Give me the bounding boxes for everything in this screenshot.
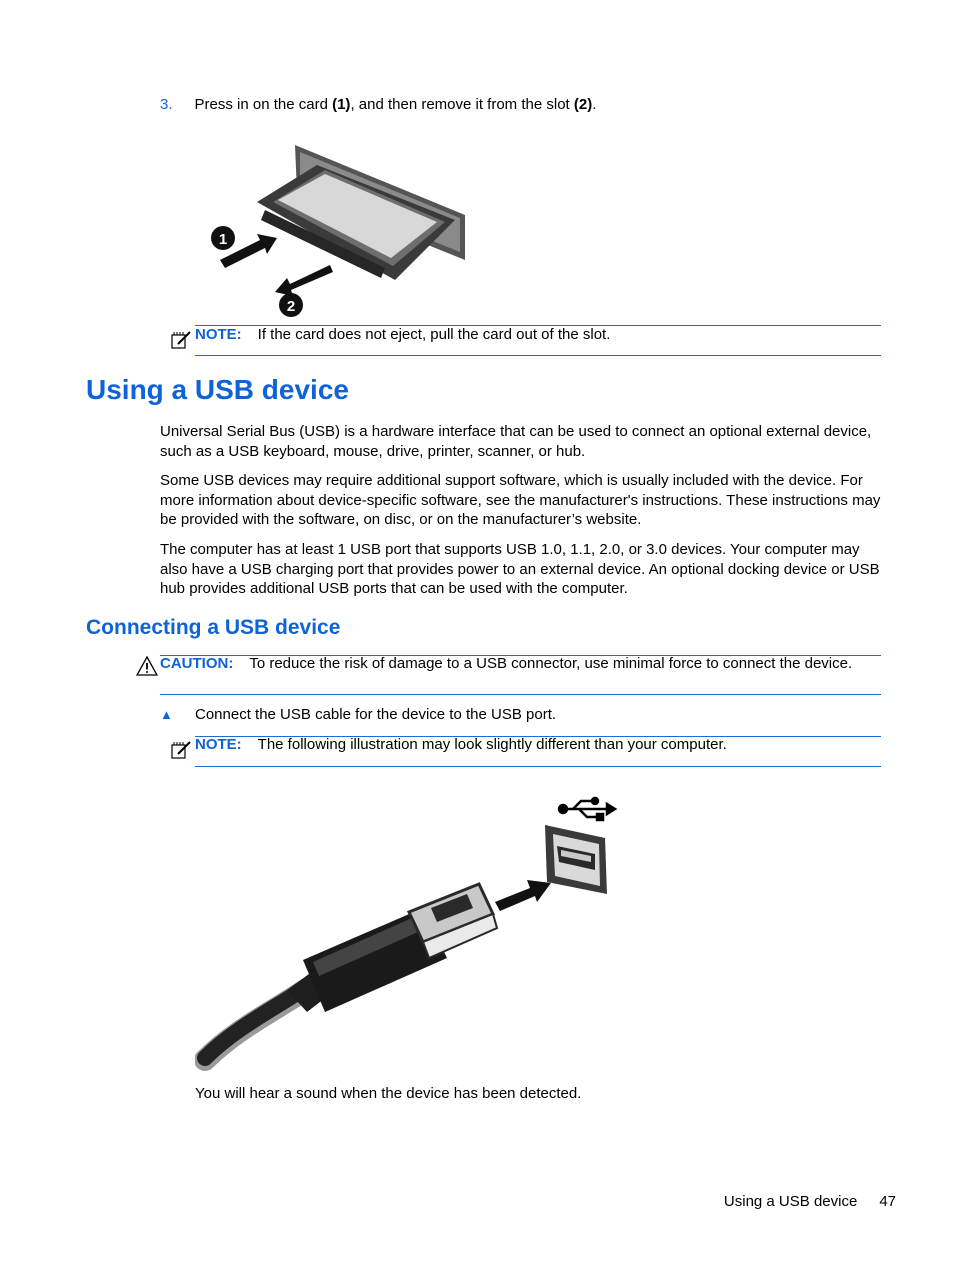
- footer-section-name: Using a USB device: [723, 1193, 858, 1210]
- note-pencil-icon: [170, 740, 192, 765]
- step-callout-2: (2): [573, 96, 593, 113]
- caution-text: To reduce the risk of damage to a USB connector, use minimal force to connect the device.: [249, 655, 853, 672]
- page-footer: [600, 1192, 896, 1211]
- caution-bottom-rule: [160, 694, 881, 695]
- note-1: [195, 325, 881, 345]
- note-2-label: NOTE:: [195, 736, 242, 753]
- usb-connect-illustration: [195, 790, 625, 1075]
- usb-symbol-icon: [559, 798, 615, 820]
- page-number: 47: [879, 1193, 896, 1210]
- note-pencil-icon: [170, 330, 192, 355]
- step-number: 3.: [160, 96, 173, 113]
- step-callout-1: (1): [332, 96, 351, 113]
- step-text-a: Press in on the card: [194, 96, 333, 113]
- note-1-bottom-rule: [195, 355, 881, 356]
- section-title: Using a USB device: [86, 374, 349, 405]
- caution-label: CAUTION:: [160, 655, 234, 672]
- detected-sound-text: You will hear a sound when the device has been detected.: [195, 1085, 582, 1102]
- subsection-title: Connecting a USB device: [86, 616, 341, 639]
- connect-step: [160, 705, 880, 725]
- caution-triangle-icon: [136, 656, 158, 681]
- caution-block: [160, 654, 881, 674]
- step-3: [160, 95, 880, 115]
- step-text-c: .: [592, 96, 597, 113]
- step-bullet: ▲: [160, 707, 173, 722]
- note-2-bottom-rule: [195, 766, 881, 767]
- note-1-label: NOTE:: [195, 326, 242, 343]
- note-1-text: If the card does not eject, pull the card out of the slot.: [257, 326, 611, 343]
- paragraph-2: Some USB devices may require additional support software, which is usually included with the device. For more information about device-specific software, see the manufacturer's instructions. These instructions may be provided with the software, on disc, or on the manufacturer’s website.: [160, 472, 881, 528]
- note-2-text: The following illustration may look slightly different than your computer.: [257, 736, 727, 753]
- callout-2-label: 2: [286, 298, 296, 315]
- note-2: [195, 735, 881, 755]
- step-text-b: , and then remove it from the slot: [350, 96, 574, 113]
- paragraph-3: The computer has at least 1 USB port that supports USB 1.0, 1.1, 2.0, or 3.0 devices. Your computer may also have a USB charging port that provides power to an external device. An optional docking device or USB hub provides additional USB ports that can be used with the computer.: [160, 541, 880, 597]
- card-removal-illustration: [205, 140, 475, 320]
- connect-step-text: Connect the USB cable for the device to the USB port.: [195, 706, 557, 723]
- callout-1-label: 1: [218, 231, 228, 248]
- paragraph-1: Universal Serial Bus (USB) is a hardware interface that can be used to connect an optional external device, such as a USB keyboard, mouse, drive, printer, scanner, or hub.: [160, 423, 872, 460]
